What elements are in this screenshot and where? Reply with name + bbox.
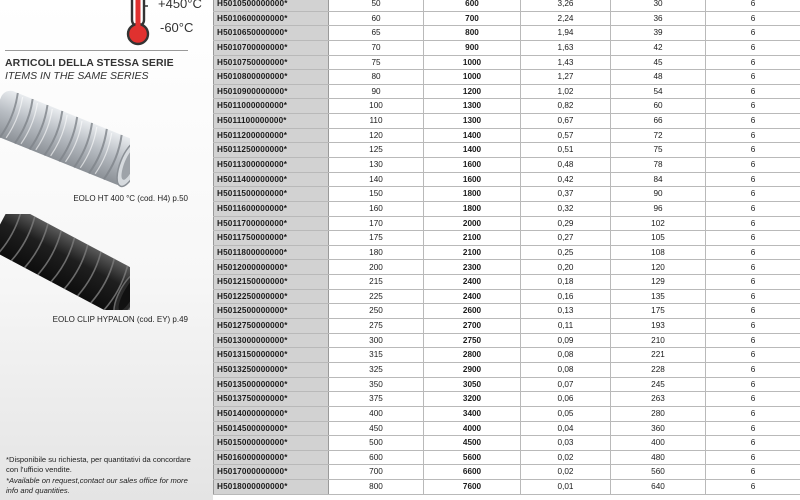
diameter-cell: 225: [329, 289, 424, 304]
value-cell: 0,32: [521, 201, 611, 216]
article-code-cell: H5012500000000*: [214, 304, 329, 319]
value-cell: 6: [706, 84, 800, 99]
value-cell: 6: [706, 260, 800, 275]
value-cell: 42: [611, 40, 706, 55]
table-row: [214, 26, 800, 41]
value-cell: 1,02: [521, 84, 611, 99]
table-row: [214, 421, 800, 436]
diameter-cell: 215: [329, 275, 424, 290]
value-cell: 90: [611, 187, 706, 202]
value-cell: 210: [611, 333, 706, 348]
diameter-cell: 180: [329, 245, 424, 260]
value-cell: 0,42: [521, 172, 611, 187]
value-cell: 0,48: [521, 158, 611, 173]
value-cell: 0,01: [521, 480, 611, 495]
article-code-cell: H5011500000000*: [214, 187, 329, 202]
value-cell: 360: [611, 421, 706, 436]
value-cell: 6: [706, 406, 800, 421]
diameter-cell: 120: [329, 128, 424, 143]
value-cell: 0,18: [521, 275, 611, 290]
value-cell: 0,82: [521, 99, 611, 114]
table-row: [214, 450, 800, 465]
value-cell: 6: [706, 362, 800, 377]
value-cell: 6: [706, 158, 800, 173]
value-cell: 0,08: [521, 362, 611, 377]
table-row: [214, 216, 800, 231]
value-cell: 39: [611, 26, 706, 41]
article-code-cell: H5017000000000*: [214, 465, 329, 480]
value-cell: 3050: [424, 377, 521, 392]
diameter-cell: 175: [329, 231, 424, 246]
value-cell: 6: [706, 480, 800, 495]
value-cell: 2750: [424, 333, 521, 348]
article-code-cell: H5012250000000*: [214, 289, 329, 304]
article-code-cell: H5010800000000*: [214, 70, 329, 85]
article-code-cell: H5011800000000*: [214, 245, 329, 260]
value-cell: 0,16: [521, 289, 611, 304]
table-row: [214, 99, 800, 114]
article-code-cell: H5010650000000*: [214, 26, 329, 41]
value-cell: 175: [611, 304, 706, 319]
value-cell: 6: [706, 172, 800, 187]
table-row: [214, 319, 800, 334]
value-cell: 54: [611, 84, 706, 99]
value-cell: 2100: [424, 245, 521, 260]
value-cell: 480: [611, 450, 706, 465]
value-cell: 0,11: [521, 319, 611, 334]
article-code-cell: H5011750000000*: [214, 231, 329, 246]
diameter-cell: 65: [329, 26, 424, 41]
value-cell: 6: [706, 114, 800, 129]
value-cell: 48: [611, 70, 706, 85]
table-row: [214, 260, 800, 275]
series-title-it: ARTICOLI DELLA STESSA SERIE: [5, 57, 174, 69]
value-cell: 700: [424, 11, 521, 26]
diameter-cell: 315: [329, 348, 424, 363]
diameter-cell: 600: [329, 450, 424, 465]
diameter-cell: 200: [329, 260, 424, 275]
diameter-cell: 75: [329, 55, 424, 70]
min-temperature: -60°C: [160, 20, 194, 35]
value-cell: 6: [706, 143, 800, 158]
value-cell: 6: [706, 26, 800, 41]
value-cell: 6: [706, 40, 800, 55]
table-row: [214, 0, 800, 11]
value-cell: 2,24: [521, 11, 611, 26]
value-cell: 0,03: [521, 436, 611, 451]
table-row: [214, 201, 800, 216]
table-row: [214, 11, 800, 26]
value-cell: 2800: [424, 348, 521, 363]
specifications-table: [213, 0, 800, 500]
value-cell: 2600: [424, 304, 521, 319]
article-code-cell: H5018000000000*: [214, 480, 329, 495]
table-row: [214, 377, 800, 392]
value-cell: 3,26: [521, 0, 611, 11]
value-cell: 6600: [424, 465, 521, 480]
value-cell: 6: [706, 275, 800, 290]
value-cell: 6: [706, 392, 800, 407]
value-cell: 1200: [424, 84, 521, 99]
value-cell: 72: [611, 128, 706, 143]
eolo-ht-hose-image: [0, 90, 130, 188]
value-cell: 0,20: [521, 260, 611, 275]
diameter-cell: 125: [329, 143, 424, 158]
value-cell: 6: [706, 216, 800, 231]
table-row: [214, 231, 800, 246]
divider: [5, 50, 188, 51]
value-cell: 1,43: [521, 55, 611, 70]
article-code-cell: H5015000000000*: [214, 436, 329, 451]
diameter-cell: 70: [329, 40, 424, 55]
diameter-cell: 275: [329, 319, 424, 334]
table-row: [214, 158, 800, 173]
value-cell: 2100: [424, 231, 521, 246]
value-cell: 1000: [424, 70, 521, 85]
value-cell: 1300: [424, 99, 521, 114]
diameter-cell: 325: [329, 362, 424, 377]
related-items-panel: [0, 0, 213, 500]
table-row: [214, 348, 800, 363]
value-cell: 75: [611, 143, 706, 158]
value-cell: 245: [611, 377, 706, 392]
table-row: [214, 84, 800, 99]
table-row: [214, 55, 800, 70]
value-cell: 6: [706, 348, 800, 363]
value-cell: 1400: [424, 128, 521, 143]
max-temperature: +450°C: [158, 0, 202, 11]
value-cell: 66: [611, 114, 706, 129]
value-cell: 60: [611, 99, 706, 114]
value-cell: 2400: [424, 289, 521, 304]
value-cell: 6: [706, 436, 800, 451]
value-cell: 0,04: [521, 421, 611, 436]
related-item-caption: EOLO CLIP HYPALON (cod. EY) p.49: [52, 315, 188, 324]
value-cell: 6: [706, 11, 800, 26]
value-cell: 6: [706, 201, 800, 216]
value-cell: 6: [706, 128, 800, 143]
series-title-en: ITEMS IN THE SAME SERIES: [5, 70, 149, 82]
value-cell: 6: [706, 304, 800, 319]
value-cell: 600: [424, 0, 521, 11]
article-code-cell: H5011300000000*: [214, 158, 329, 173]
diameter-cell: 250: [329, 304, 424, 319]
value-cell: 6: [706, 319, 800, 334]
value-cell: 2900: [424, 362, 521, 377]
value-cell: 0,67: [521, 114, 611, 129]
value-cell: 6: [706, 450, 800, 465]
eolo-clip-hypalon-hose-image: [0, 214, 130, 310]
value-cell: 0,02: [521, 450, 611, 465]
value-cell: 7600: [424, 480, 521, 495]
table-row: [214, 304, 800, 319]
value-cell: 6: [706, 55, 800, 70]
table-row: [214, 289, 800, 304]
diameter-cell: 375: [329, 392, 424, 407]
value-cell: 0,29: [521, 216, 611, 231]
value-cell: 3400: [424, 406, 521, 421]
value-cell: 263: [611, 392, 706, 407]
value-cell: 6: [706, 187, 800, 202]
diameter-cell: 400: [329, 406, 424, 421]
diameter-cell: 100: [329, 99, 424, 114]
value-cell: 108: [611, 245, 706, 260]
table-row: [214, 172, 800, 187]
article-code-cell: H5011000000000*: [214, 99, 329, 114]
value-cell: 0,07: [521, 377, 611, 392]
diameter-cell: 60: [329, 11, 424, 26]
value-cell: 5600: [424, 450, 521, 465]
value-cell: 1,94: [521, 26, 611, 41]
value-cell: 0,27: [521, 231, 611, 246]
value-cell: 45: [611, 55, 706, 70]
value-cell: 2300: [424, 260, 521, 275]
table-row: [214, 406, 800, 421]
diameter-cell: 80: [329, 70, 424, 85]
diameter-cell: 450: [329, 421, 424, 436]
article-code-cell: H5016000000000*: [214, 450, 329, 465]
diameter-cell: 110: [329, 114, 424, 129]
diameter-cell: 800: [329, 480, 424, 495]
article-code-cell: H5013150000000*: [214, 348, 329, 363]
value-cell: 30: [611, 0, 706, 11]
value-cell: 120: [611, 260, 706, 275]
diameter-cell: 300: [329, 333, 424, 348]
article-code-cell: H5010900000000*: [214, 84, 329, 99]
thermometer-icon: [118, 0, 158, 50]
value-cell: 4500: [424, 436, 521, 451]
article-code-cell: H5013250000000*: [214, 362, 329, 377]
article-code-cell: H5010600000000*: [214, 11, 329, 26]
value-cell: 6: [706, 245, 800, 260]
table-row: [214, 40, 800, 55]
article-code-cell: H5011200000000*: [214, 128, 329, 143]
diameter-cell: 130: [329, 158, 424, 173]
value-cell: 900: [424, 40, 521, 55]
value-cell: 6: [706, 70, 800, 85]
value-cell: 6: [706, 421, 800, 436]
article-code-cell: H5011700000000*: [214, 216, 329, 231]
value-cell: 105: [611, 231, 706, 246]
value-cell: 1800: [424, 187, 521, 202]
table-row: [214, 114, 800, 129]
value-cell: 6: [706, 99, 800, 114]
value-cell: 800: [424, 26, 521, 41]
value-cell: 0,13: [521, 304, 611, 319]
diameter-cell: 500: [329, 436, 424, 451]
value-cell: 0,05: [521, 406, 611, 421]
article-code-cell: H5014500000000*: [214, 421, 329, 436]
diameter-cell: 160: [329, 201, 424, 216]
value-cell: 4000: [424, 421, 521, 436]
table-row: [214, 187, 800, 202]
table-row: [214, 436, 800, 451]
value-cell: 1300: [424, 114, 521, 129]
availability-note-en: *Available on request,contact our sales office for more info and quantities.: [6, 476, 188, 495]
value-cell: 129: [611, 275, 706, 290]
table-row: [214, 465, 800, 480]
article-code-cell: H5010750000000*: [214, 55, 329, 70]
value-cell: 3200: [424, 392, 521, 407]
table-row: [214, 245, 800, 260]
diameter-cell: 50: [329, 0, 424, 11]
value-cell: 1,27: [521, 70, 611, 85]
value-cell: 2000: [424, 216, 521, 231]
table-row: [214, 70, 800, 85]
table-row: [214, 362, 800, 377]
value-cell: 6: [706, 289, 800, 304]
article-code-cell: H5011600000000*: [214, 201, 329, 216]
value-cell: 228: [611, 362, 706, 377]
value-cell: 0,06: [521, 392, 611, 407]
article-code-cell: H5013000000000*: [214, 333, 329, 348]
article-code-cell: H5011250000000*: [214, 143, 329, 158]
article-code-cell: H5012750000000*: [214, 319, 329, 334]
value-cell: 280: [611, 406, 706, 421]
article-code-cell: H5013500000000*: [214, 377, 329, 392]
value-cell: 0,09: [521, 333, 611, 348]
value-cell: 400: [611, 436, 706, 451]
article-code-cell: H5010500000000*: [214, 0, 329, 11]
article-code-cell: H5013750000000*: [214, 392, 329, 407]
article-code-cell: H5010700000000*: [214, 40, 329, 55]
value-cell: 102: [611, 216, 706, 231]
value-cell: 221: [611, 348, 706, 363]
article-code-cell: H5011100000000*: [214, 114, 329, 129]
value-cell: 1600: [424, 158, 521, 173]
value-cell: 1400: [424, 143, 521, 158]
diameter-cell: 90: [329, 84, 424, 99]
value-cell: 78: [611, 158, 706, 173]
table-row: [214, 275, 800, 290]
table-row: [214, 392, 800, 407]
availability-note-it: *Disponibile su richiesta, per quantitativi da concordare con l'ufficio vendite.: [6, 455, 191, 474]
value-cell: 2400: [424, 275, 521, 290]
table-row: [214, 128, 800, 143]
diameter-cell: 150: [329, 187, 424, 202]
value-cell: 1000: [424, 55, 521, 70]
value-cell: 1600: [424, 172, 521, 187]
table-row: [214, 480, 800, 495]
table-row: [214, 143, 800, 158]
article-code-cell: H5012150000000*: [214, 275, 329, 290]
value-cell: 84: [611, 172, 706, 187]
diameter-cell: 700: [329, 465, 424, 480]
diameter-cell: 350: [329, 377, 424, 392]
diameter-cell: 170: [329, 216, 424, 231]
value-cell: 6: [706, 465, 800, 480]
article-code-cell: H5011400000000*: [214, 172, 329, 187]
article-code-cell: H5014000000000*: [214, 406, 329, 421]
value-cell: 560: [611, 465, 706, 480]
value-cell: 193: [611, 319, 706, 334]
value-cell: 2700: [424, 319, 521, 334]
value-cell: 6: [706, 377, 800, 392]
article-code-cell: H5012000000000*: [214, 260, 329, 275]
value-cell: 96: [611, 201, 706, 216]
value-cell: 135: [611, 289, 706, 304]
value-cell: 0,02: [521, 465, 611, 480]
value-cell: 6: [706, 0, 800, 11]
value-cell: 6: [706, 333, 800, 348]
value-cell: 1,63: [521, 40, 611, 55]
value-cell: 0,57: [521, 128, 611, 143]
value-cell: 0,37: [521, 187, 611, 202]
value-cell: 1800: [424, 201, 521, 216]
value-cell: 6: [706, 231, 800, 246]
value-cell: 0,51: [521, 143, 611, 158]
table-row: [214, 333, 800, 348]
value-cell: 0,08: [521, 348, 611, 363]
value-cell: 0,25: [521, 245, 611, 260]
value-cell: 36: [611, 11, 706, 26]
diameter-cell: 140: [329, 172, 424, 187]
related-item-caption: EOLO HT 400 °C (cod. H4) p.50: [73, 194, 188, 203]
value-cell: 640: [611, 480, 706, 495]
